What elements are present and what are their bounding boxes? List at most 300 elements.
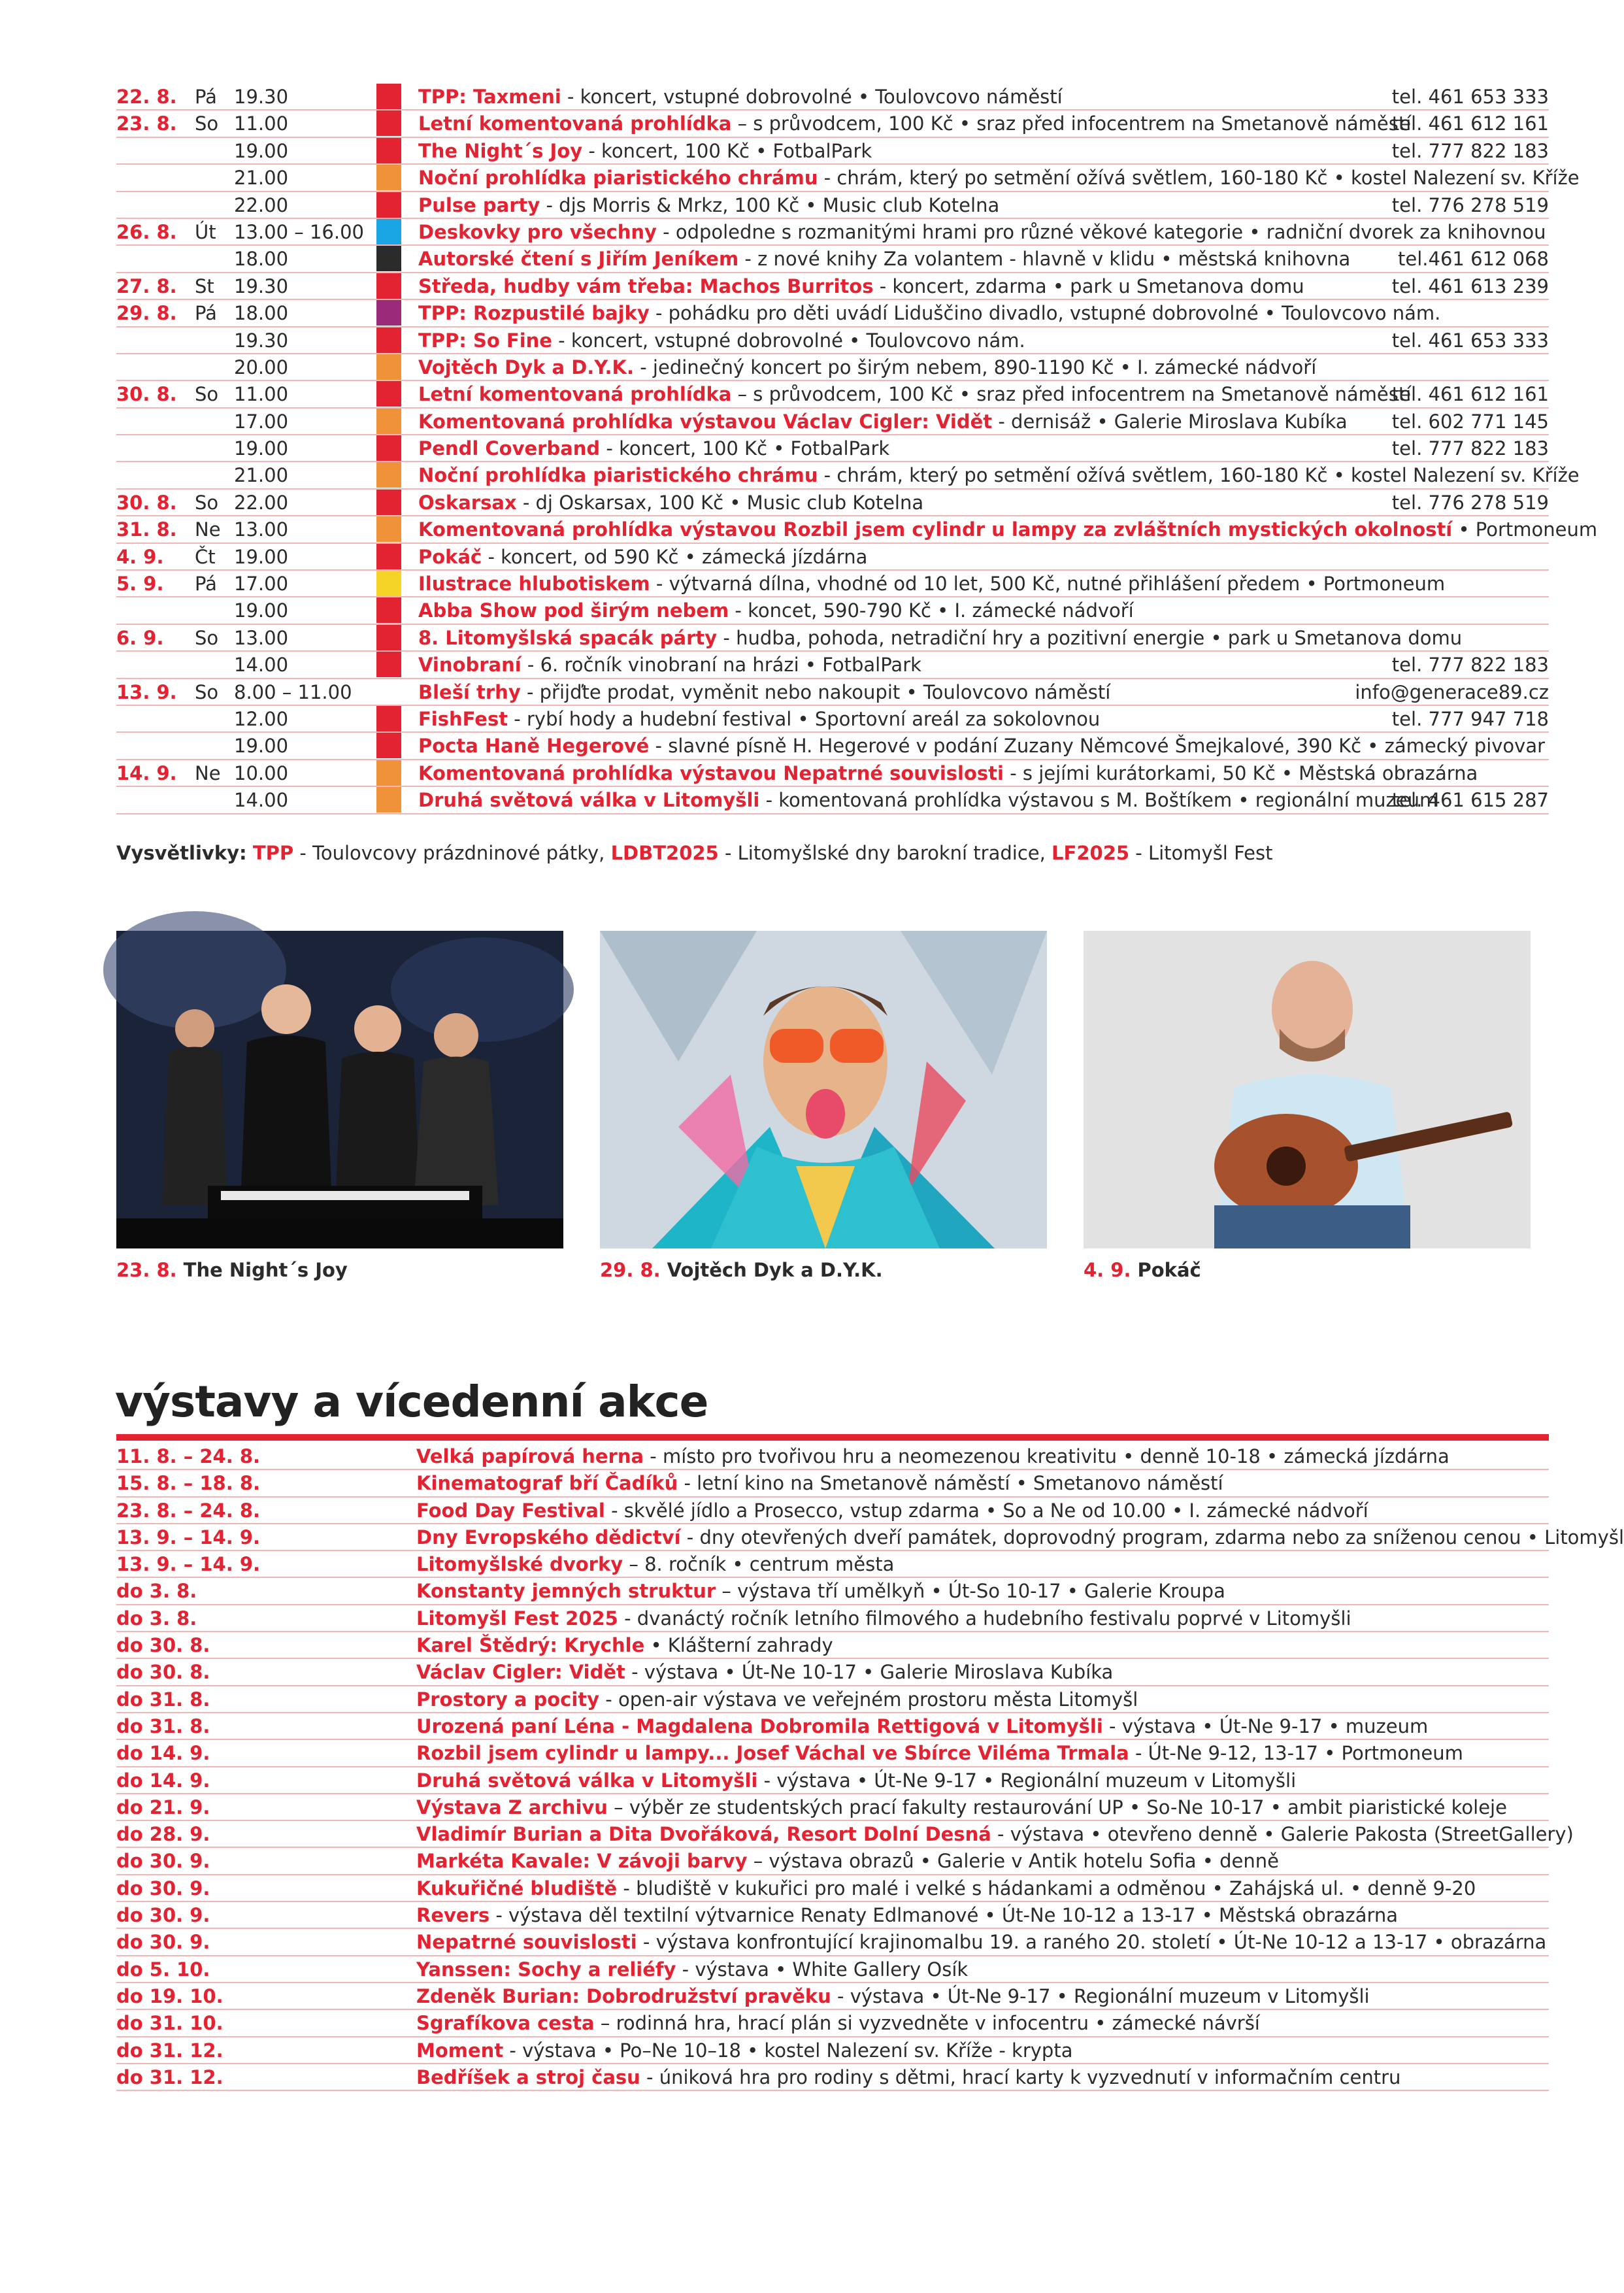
exhibition-row [116, 1551, 1549, 1578]
event-day: So [195, 491, 219, 514]
exhibition-description [416, 1929, 1549, 1955]
event-title: Pocta Haně Hegerové [418, 735, 650, 758]
event-row [116, 760, 1549, 787]
exhibition-title: Litomyšlské dvorky [416, 1553, 623, 1576]
event-category-swatch [376, 597, 401, 623]
event-category-swatch [376, 84, 401, 109]
event-time: 14.00 [234, 789, 289, 812]
event-row [116, 435, 1549, 462]
event-time: 19.30 [234, 275, 289, 297]
exhibition-title: Urozená paní Léna - Magdalena Dobromila Rettigová v Litomyšli [416, 1715, 1103, 1737]
event-date: 23. 8. [116, 112, 177, 135]
exhibition-row [116, 1659, 1549, 1686]
exhibition-title: Druhá světová válka v Litomyšli [416, 1769, 758, 1792]
event-date: 14. 9. [116, 762, 177, 784]
event-category-swatch [376, 192, 401, 218]
event-category-swatch [376, 381, 401, 407]
exhibition-details: – rodinná hra, hrací plán si vyzvedněte v infocentru • zámecké návrší [594, 2012, 1260, 2035]
event-contact: tel. 461 613 239 [1391, 275, 1549, 297]
exhibition-details: – výstava tří umělkyň • Út-So 10-17 • Galerie Kroupa [716, 1580, 1225, 1603]
exhibition-date: 13. 9. – 14. 9. [116, 1526, 261, 1548]
event-description [418, 165, 1580, 191]
event-row [116, 300, 1549, 327]
exhibition-title: Výstava Z archivu [416, 1796, 608, 1818]
event-day: Pá [195, 86, 217, 108]
event-title: The Night´s Joy [418, 139, 583, 162]
event-row [116, 625, 1549, 652]
event-time: 17.00 [234, 573, 289, 595]
exhibition-title: Litomyšl Fest 2025 [416, 1607, 618, 1630]
event-time: 11.00 [234, 383, 289, 406]
exhibition-details: - Út-Ne 9-12, 13-17 • Portmoneum [1129, 1742, 1463, 1765]
event-date: 26. 8. [116, 220, 177, 243]
event-time: 14.00 [234, 654, 289, 677]
event-time: 19.00 [234, 437, 289, 460]
event-category-swatch [376, 327, 401, 353]
event-row [116, 354, 1549, 381]
exhibition-details: - výstava konfrontující krajinomalbu 19. a raného 20. století • Út-Ne 10-12 a 13-17 • obrazárna [637, 1931, 1547, 1954]
event-description [418, 679, 1314, 705]
event-contact: tel. 777 947 718 [1391, 707, 1549, 730]
event-row [116, 462, 1580, 489]
exhibition-date: do 30. 9. [116, 1931, 210, 1954]
event-date: 31. 8. [116, 518, 177, 541]
event-description [418, 300, 1441, 326]
event-date: 30. 8. [116, 491, 177, 514]
event-date: 4. 9. [116, 545, 164, 568]
event-day: Út [195, 220, 216, 243]
exhibition-row [116, 1848, 1549, 1875]
event-contact: tel. 461 612 161 [1391, 383, 1549, 406]
event-contact: tel. 776 278 519 [1391, 491, 1549, 514]
event-details: • Portmoneum [1452, 518, 1598, 541]
event-title: Letní komentovaná prohlídka [418, 112, 732, 135]
exhibition-date: do 14. 9. [116, 1769, 210, 1792]
event-title: Bleší trhy [418, 680, 521, 703]
exhibition-title: Vladimír Burian a Dita Dvořáková, Resort Dolní Desná [416, 1823, 991, 1846]
event-title: Vojtěch Dyk a D.Y.K. [418, 356, 635, 378]
event-time: 12.00 [234, 707, 289, 730]
event-description [418, 219, 1546, 245]
event-title: Komentovaná prohlídka výstavou Nepatrné souvislosti [418, 762, 1004, 784]
exhibition-row [116, 1632, 1549, 1659]
event-category-swatch [376, 138, 401, 163]
event-time: 18.00 [234, 248, 289, 271]
exhibition-description [416, 1659, 1549, 1685]
event-title: Pendl Coverband [418, 437, 601, 460]
exhibition-description [416, 1498, 1549, 1524]
exhibition-description [416, 1632, 1549, 1658]
event-date: 6. 9. [116, 626, 164, 649]
event-details: - koncert, 100 Kč • FotbalPark [582, 139, 872, 162]
exhibition-date: do 5. 10. [116, 1958, 210, 1981]
exhibition-details: • Klášterní zahrady [644, 1634, 833, 1657]
exhibition-details: – výběr ze studentských prací fakulty restaurování UP • So-Ne 10-17 • ambit piaristické koleje [607, 1796, 1507, 1818]
event-day: Pá [195, 302, 217, 325]
exhibition-description [416, 1740, 1549, 1766]
photo-caption-2: 29. 8. Vojtěch Dyk a D.Y.K. [600, 1259, 883, 1281]
event-description [418, 354, 1317, 380]
exhibition-description [416, 1983, 1549, 2009]
exhibition-details: - dvanáctý ročník letního filmového a hudebního festivalu poprvé v Litomyšli [618, 1607, 1351, 1630]
event-time: 17.00 [234, 410, 289, 433]
event-details: - komentovaná prohlídka výstavou s M. Boštíkem • regionální muzeum [759, 789, 1438, 812]
event-row [116, 571, 1549, 597]
event-contact: tel. 602 771 145 [1391, 410, 1549, 433]
exhibition-row [116, 2010, 1549, 2037]
event-time: 13.00 [234, 518, 289, 541]
exhibition-date: do 30. 9. [116, 1850, 210, 1873]
event-row [116, 165, 1580, 192]
exhibition-details: - výstava • Út-Ne 9-17 • Regionální muzeum v Litomyšli [757, 1769, 1297, 1792]
exhibition-title: Moment [416, 2039, 504, 2062]
event-category-swatch [376, 110, 401, 136]
exhibition-details: – 8. ročník • centrum města [623, 1553, 895, 1576]
exhibition-date: do 30. 9. [116, 1904, 210, 1927]
exhibition-title: Dny Evropského dědictví [416, 1526, 681, 1548]
event-description [418, 409, 1348, 435]
event-details: - s jejími kurátorkami, 50 Kč • Městská obrazárna [1003, 762, 1478, 784]
event-category-swatch [376, 462, 401, 488]
exhibition-date: do 3. 8. [116, 1580, 197, 1603]
exhibition-description [416, 1605, 1549, 1632]
event-time: 19.30 [234, 86, 289, 108]
event-details: - koncet, 590-790 Kč • I. zámecké nádvoří [729, 599, 1134, 622]
exhibition-row [116, 1498, 1549, 1524]
exhibition-row [116, 1983, 1549, 2010]
exhibition-description [416, 1443, 1549, 1469]
event-description [418, 246, 1351, 272]
exhibition-title: Konstanty jemných struktur [416, 1580, 716, 1603]
event-details: - koncert, 100 Kč • FotbalPark [600, 437, 890, 460]
exhibition-details: - výstava děl textilní výtvarnice Renaty Edlmanové • Út-Ne 10-12 a 13-17 • Městská obrazárna [489, 1904, 1399, 1927]
event-row [116, 787, 1549, 814]
event-row [116, 706, 1549, 733]
event-details: - pohádku pro děti uvádí Liduščino divadlo, vstupné dobrovolné • Toulovcovo nám. [649, 302, 1441, 325]
exhibition-row [116, 1443, 1549, 1470]
event-day: So [195, 383, 219, 406]
exhibition-date: do 28. 9. [116, 1823, 210, 1846]
event-row [116, 652, 1549, 678]
event-time: 8.00 – 11.00 [234, 680, 352, 703]
event-details: – s průvodcem, 100 Kč • sraz před infocentrem na Smetanově náměstí [731, 112, 1412, 135]
event-row [116, 544, 1549, 571]
exhibition-title: Revers [416, 1904, 490, 1927]
event-details: - jedinečný koncert po širým nebem, 890-1190 Kč • I. zámecké nádvoří [634, 356, 1317, 378]
event-description [418, 381, 1412, 407]
legend-item-ldbt: LDBT2025 - Litomyšlské dny barokní tradice, [610, 842, 1052, 864]
exhibition-description [416, 1956, 1549, 1983]
event-time: 19.00 [234, 599, 289, 622]
event-row [116, 84, 1549, 110]
exhibition-row [116, 1578, 1549, 1605]
event-category-swatch [376, 706, 401, 731]
exhibition-date: do 31. 8. [116, 1688, 210, 1711]
event-time: 18.00 [234, 302, 289, 325]
event-contact: info@generace89.cz [1355, 680, 1549, 703]
event-date: 29. 8. [116, 302, 177, 325]
event-title: Komentovaná prohlídka výstavou Rozbil jsem cylindr u lampy za zvláštních mystických okolností [418, 518, 1453, 541]
event-day: Pá [195, 573, 217, 595]
event-day: So [195, 112, 219, 135]
event-time: 10.00 [234, 762, 289, 784]
exhibition-title: Kinematograf bří Čadíků [416, 1472, 678, 1495]
event-time: 20.00 [234, 356, 289, 378]
event-category-swatch [376, 246, 401, 271]
event-title: Vinobraní [418, 654, 522, 677]
event-details: - slavné písně H. Hegerové v podání Zuzany Němcové Šmejkalové, 390 Kč • zámecký pivovar [649, 735, 1546, 758]
event-details: - odpoledne s rozmanitými hrami pro různé věkové kategorie • radniční dvorek za knihovnou [656, 220, 1546, 243]
exhibition-description [416, 2037, 1549, 2064]
event-row [116, 327, 1549, 354]
event-date: 27. 8. [116, 275, 177, 297]
event-category-swatch [376, 300, 401, 326]
exhibition-details: - skvělé jídlo a Prosecco, vstup zdarma • So a Ne od 10.00 • I. zámecké nádvoří [605, 1499, 1368, 1522]
event-time: 19.00 [234, 139, 289, 162]
event-row [116, 409, 1549, 435]
event-time: 21.00 [234, 464, 289, 487]
event-title: Noční prohlídka piaristického chrámu [418, 167, 818, 190]
event-date: 13. 9. [116, 680, 177, 703]
event-category-swatch [376, 516, 401, 542]
event-time: 19.00 [234, 545, 289, 568]
event-details: - chrám, který po setmění ožívá světlem, 160-180 Kč • kostel Nalezení sv. Kříže [818, 464, 1580, 487]
photo-the-nights-joy [116, 931, 563, 1248]
exhibition-title: Velká papírová herna [416, 1445, 644, 1467]
exhibition-description [416, 1767, 1549, 1794]
event-title: Středa, hudby vám třeba: Machos Burritos [418, 275, 874, 297]
exhibition-row [116, 1686, 1549, 1713]
exhibition-details: - výstava • White Gallery Osík [676, 1958, 969, 1981]
event-details: - koncert, vstupné dobrovolné • Toulovcovo nám. [552, 329, 1025, 352]
event-details: – s průvodcem, 100 Kč • sraz před infocentrem na Smetanově náměstí [731, 383, 1412, 406]
event-row [116, 246, 1549, 273]
exhibition-details: - open-air výstava ve veřejném prostoru města Litomyšl [599, 1688, 1138, 1711]
event-time: 11.00 [234, 112, 289, 135]
event-contact: tel. 461 653 333 [1391, 329, 1549, 352]
event-time: 13.00 – 16.00 [234, 220, 364, 243]
exhibition-title: Food Day Festival [416, 1499, 605, 1522]
event-contact: tel. 777 822 183 [1391, 437, 1549, 460]
event-details: - hudba, pohoda, netradiční hry a pozitivní energie • park u Smetanova domu [717, 626, 1463, 649]
exhibition-row [116, 1524, 1624, 1551]
event-title: Autorské čtení s Jiřím Jeníkem [418, 248, 739, 271]
exhibition-description [416, 1686, 1549, 1713]
exhibition-description [416, 1821, 1574, 1847]
exhibition-title: Zdeněk Burian: Dobrodružství pravěku [416, 1984, 831, 2007]
exhibition-details: – výstava obrazů • Galerie v Antik hotelu Sofia • denně [747, 1850, 1279, 1873]
event-category-swatch [376, 354, 401, 380]
event-details: - 6. ročník vinobraní na hrázi • FotbalPark [521, 654, 921, 677]
exhibition-date: do 30. 8. [116, 1661, 210, 1684]
event-contact: tel. 777 822 183 [1391, 654, 1549, 677]
event-category-swatch [376, 490, 401, 515]
event-category-swatch [376, 787, 401, 812]
exhibition-details: - úniková hra pro rodiny s dětmi, hrací karty k vyzvednutí v informačním centru [640, 2066, 1401, 2088]
legend-label: Vysvětlivky: [116, 842, 247, 864]
event-contact: tel. 776 278 519 [1391, 193, 1549, 216]
event-description [418, 490, 1314, 516]
event-title: Ilustrace hlubotiskem [418, 573, 650, 595]
event-day: Ne [195, 518, 221, 541]
exhibition-title: Kukuřičné bludiště [416, 1877, 618, 1900]
exhibition-title: Yanssen: Sochy a reliéfy [416, 1958, 676, 1981]
event-details: - dernisáž • Galerie Miroslava Kubíka [992, 410, 1348, 433]
event-details: - koncert, vstupné dobrovolné • Toulovcovo náměstí [561, 86, 1063, 108]
event-contact: tel. 461 612 161 [1391, 112, 1549, 135]
event-category-swatch [376, 409, 401, 434]
event-title: Pulse party [418, 193, 540, 216]
event-day: So [195, 680, 219, 703]
exhibition-date: do 31. 12. [116, 2066, 224, 2088]
event-details: - výtvarná dílna, vhodné od 10 let, 500 Kč, nutné přihlášení předem • Portmoneum [650, 573, 1446, 595]
events-table [116, 84, 1598, 814]
event-time: 13.00 [234, 626, 289, 649]
exhibition-date: 11. 8. – 24. 8. [116, 1445, 261, 1467]
photo-caption-3: 4. 9. Pokáč [1084, 1259, 1201, 1281]
exhibition-row [116, 1821, 1574, 1848]
event-details: - z nové knihy Za volantem - hlavně v klidu • městská knihovna [738, 248, 1351, 271]
event-category-swatch [376, 679, 401, 705]
event-row [116, 273, 1549, 300]
event-details: - koncert, zdarma • park u Smetanova domu [873, 275, 1304, 297]
event-title: FishFest [418, 707, 508, 730]
photo-vojtech-dyk [600, 931, 1047, 1248]
exhibition-title: Prostory a pocity [416, 1688, 600, 1711]
exhibition-date: do 3. 8. [116, 1607, 197, 1630]
event-description [418, 462, 1580, 488]
event-category-swatch [376, 219, 401, 244]
exhibition-date: do 30. 9. [116, 1877, 210, 1900]
event-contact: tel. 777 822 183 [1391, 139, 1549, 162]
exhibition-date: 13. 9. – 14. 9. [116, 1553, 261, 1576]
exhibition-title: Karel Štědrý: Krychle [416, 1634, 645, 1657]
exhibition-details: - místo pro tvořivou hru a neomezenou kreativitu • denně 10-18 • zámecká jízdárna [644, 1445, 1450, 1467]
legend-item-tpp: TPP - Toulovcovy prázdninové pátky, [252, 842, 611, 864]
event-details: - djs Morris & Mrkz, 100 Kč • Music club Kotelna [540, 193, 1000, 216]
exhibition-row [116, 2037, 1549, 2064]
event-date: 30. 8. [116, 383, 177, 406]
exhibition-row [116, 1470, 1549, 1497]
event-row [116, 110, 1549, 137]
exhibition-row [116, 1740, 1549, 1767]
event-description [418, 597, 1314, 624]
event-title: TPP: Taxmeni [418, 86, 561, 108]
event-description [418, 733, 1546, 759]
event-category-swatch [376, 652, 401, 677]
event-description [418, 544, 1314, 570]
exhibition-date: do 30. 8. [116, 1634, 210, 1657]
exhibition-row [116, 1713, 1549, 1740]
event-contact: tel.461 612 068 [1398, 248, 1549, 271]
exhibition-row [116, 1875, 1549, 1902]
exhibition-title: Václav Cigler: Vidět [416, 1661, 625, 1684]
event-title: TPP: So Fine [418, 329, 552, 352]
event-title: Deskovky pro všechny [418, 220, 657, 243]
event-row [116, 679, 1549, 706]
event-category-swatch [376, 273, 401, 299]
exhibition-title: Sgrafíkova cesta [416, 2012, 595, 2035]
exhibition-details: - dny otevřených dveří památek, doprovodný program, zdarma nebo za sníženou cenou • Litomyšl [680, 1526, 1624, 1548]
event-description [418, 625, 1463, 651]
exhibition-row [116, 1956, 1549, 1983]
exhibition-description [416, 1902, 1549, 1928]
event-title: Noční prohlídka piaristického chrámu [418, 464, 818, 487]
event-description [418, 110, 1412, 137]
event-description [418, 571, 1446, 597]
event-description [418, 327, 1314, 354]
exhibition-title: Nepatrné souvislosti [416, 1931, 637, 1954]
exhibition-row [116, 1605, 1549, 1632]
exhibition-description [416, 1713, 1549, 1739]
event-row [116, 733, 1549, 760]
event-description [418, 84, 1314, 110]
event-category-swatch [376, 435, 401, 461]
exhibition-title: Markéta Kavale: V závoji barvy [416, 1850, 748, 1873]
exhibition-details: - výstava • Út-Ne 9-17 • Regionální muzeum v Litomyšli [831, 1984, 1370, 2007]
exhibition-title: Bedříšek a stroj času [416, 2066, 640, 2088]
event-time: 19.30 [234, 329, 289, 352]
event-description [418, 516, 1598, 543]
event-time: 19.00 [234, 735, 289, 758]
event-day: Čt [195, 545, 216, 568]
event-day: So [195, 626, 219, 649]
event-title: Pokáč [418, 545, 482, 568]
exhibition-description [416, 1848, 1549, 1874]
event-title: Druhá světová válka v Litomyšli [418, 789, 760, 812]
exhibition-row [116, 1929, 1549, 1956]
exhibition-row [116, 2064, 1549, 2091]
event-row [116, 381, 1549, 408]
event-contact: tel. 461 653 333 [1391, 86, 1549, 108]
exhibition-date: 15. 8. – 18. 8. [116, 1472, 261, 1495]
exhibition-details: - výstava • otevřeno denně • Galerie Pakosta (StreetGallery) [991, 1823, 1574, 1846]
event-title: Letní komentovaná prohlídka [418, 383, 732, 406]
exhibition-date: do 31. 12. [116, 2039, 224, 2062]
event-row [116, 138, 1549, 165]
event-row [116, 516, 1598, 543]
exhibition-details: - výstava • Po–Ne 10–18 • kostel Nalezení sv. Kříže - krypta [503, 2039, 1073, 2062]
exhibition-description [416, 1578, 1549, 1604]
event-title: Oskarsax [418, 491, 517, 514]
exhibition-date: do 21. 9. [116, 1796, 210, 1818]
event-day: St [195, 275, 214, 297]
event-contact: tel. 461 615 287 [1391, 789, 1549, 812]
event-row [116, 192, 1549, 219]
event-time: 21.00 [234, 167, 289, 190]
event-description [418, 273, 1314, 299]
exhibition-title: Rozbil jsem cylindr u lampy... Josef Váchal ve Sbírce Viléma Trmala [416, 1742, 1129, 1765]
exhibitions-list [116, 1443, 1624, 2091]
exhibition-date: do 31. 10. [116, 2012, 224, 2035]
exhibition-row [116, 1767, 1549, 1794]
event-row [116, 219, 1549, 246]
exhibition-description [416, 1551, 1549, 1577]
event-description [418, 652, 1314, 678]
exhibition-description [416, 1794, 1549, 1820]
exhibition-date: do 19. 10. [116, 1984, 224, 2007]
event-title: Komentovaná prohlídka výstavou Václav Cigler: Vidět [418, 410, 993, 433]
event-description [418, 435, 1314, 461]
exhibition-description [416, 1524, 1624, 1550]
exhibition-details: - výstava • Út-Ne 10-17 • Galerie Miroslava Kubíka [625, 1661, 1114, 1684]
event-details: - dj Oskarsax, 100 Kč • Music club Kotelna [516, 491, 924, 514]
exhibition-description [416, 2064, 1549, 2090]
event-description [418, 760, 1478, 786]
event-title: TPP: Rozpustilé bajky [418, 302, 650, 325]
event-details: - přijďte prodat, vyměnit nebo nakoupit • Toulovcovo náměstí [520, 680, 1111, 703]
event-details: - chrám, který po setmění ožívá světlem, 160-180 Kč • kostel Nalezení sv. Kříže [818, 167, 1580, 190]
